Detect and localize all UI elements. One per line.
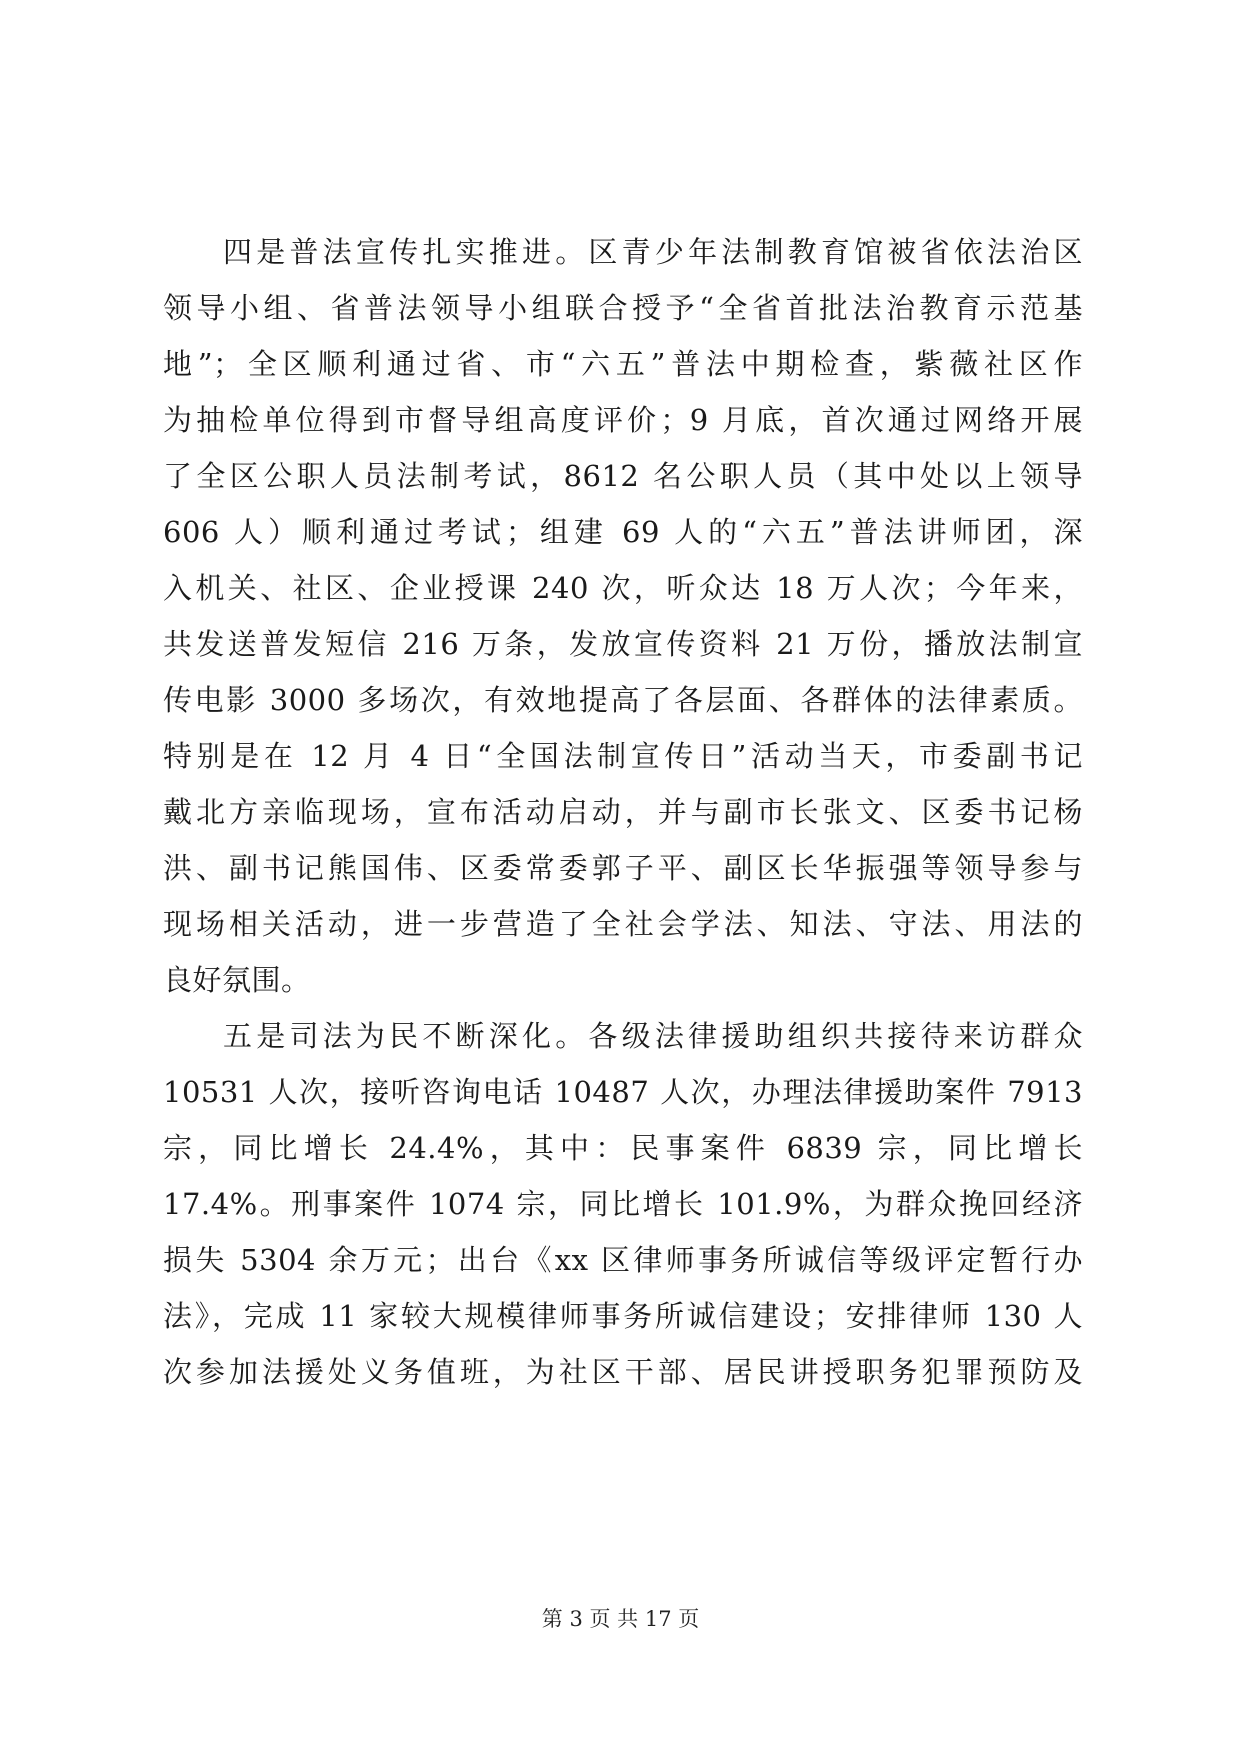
text-line: 良好氛围。 — [163, 963, 311, 997]
text-line: 损失 5304 余万元；出台《xx 区律师事务所诚信等级评定暂行办 — [163, 1243, 1083, 1277]
page-footer — [0, 1604, 1241, 1634]
text-line: 606 人）顺利通过考试；组建 69 人的“六五”普法讲师团，深 — [163, 515, 1083, 549]
text-line: 传电影 3000 多场次，有效地提高了各层面、各群体的法律素质。 — [163, 683, 1083, 717]
text-line: 法》，完成 11 家较大规模律师事务所诚信建设；安排律师 130 人 — [163, 1299, 1083, 1333]
text-line: 现场相关活动，进一步营造了全社会学法、知法、守法、用法的 — [163, 907, 1083, 941]
text-line: 四是普法宣传扎实推进。区青少年法制教育馆被省依法治区 — [223, 235, 1083, 269]
text-line: 五是司法为民不断深化。各级法律援助组织共接待来访群众 — [223, 1019, 1083, 1053]
text-line: 共发送普发短信 216 万条，发放宣传资料 21 万份，播放法制宣 — [163, 627, 1083, 661]
text-line: 地”；全区顺利通过省、市“六五”普法中期检查，紫薇社区作 — [163, 347, 1083, 381]
page-number-label: 第 3 页 共 17 页 — [541, 1607, 700, 1631]
text-line: 领导小组、省普法领导小组联合授予“全省首批法治教育示范基 — [163, 291, 1083, 325]
text-line: 入机关、社区、企业授课 240 次，听众达 18 万人次；今年来， — [163, 571, 1083, 605]
text-line: 特别是在 12 月 4 日“全国法制宣传日”活动当天，市委副书记 — [163, 739, 1083, 773]
text-line: 10531 人次，接听咨询电话 10487 人次，办理法律援助案件 7913 — [163, 1075, 1083, 1109]
text-line: 次参加法援处义务值班，为社区干部、居民讲授职务犯罪预防及 — [163, 1355, 1083, 1389]
text-line: 17.4%。刑事案件 1074 宗，同比增长 101.9%，为群众挽回经济 — [163, 1187, 1083, 1221]
text-line: 为抽检单位得到市督导组高度评价；9 月底，首次通过网络开展 — [163, 403, 1083, 437]
text-line: 戴北方亲临现场，宣布活动启动，并与副市长张文、区委书记杨 — [163, 795, 1083, 829]
text-line: 了全区公职人员法制考试，8612 名公职人员（其中处以上领导 — [163, 459, 1083, 493]
text-line: 洪、副书记熊国伟、区委常委郭子平、副区长华振强等领导参与 — [163, 851, 1083, 885]
text-line: 宗，同比增长 24.4%，其中：民事案件 6839 宗，同比增长 — [163, 1131, 1083, 1165]
